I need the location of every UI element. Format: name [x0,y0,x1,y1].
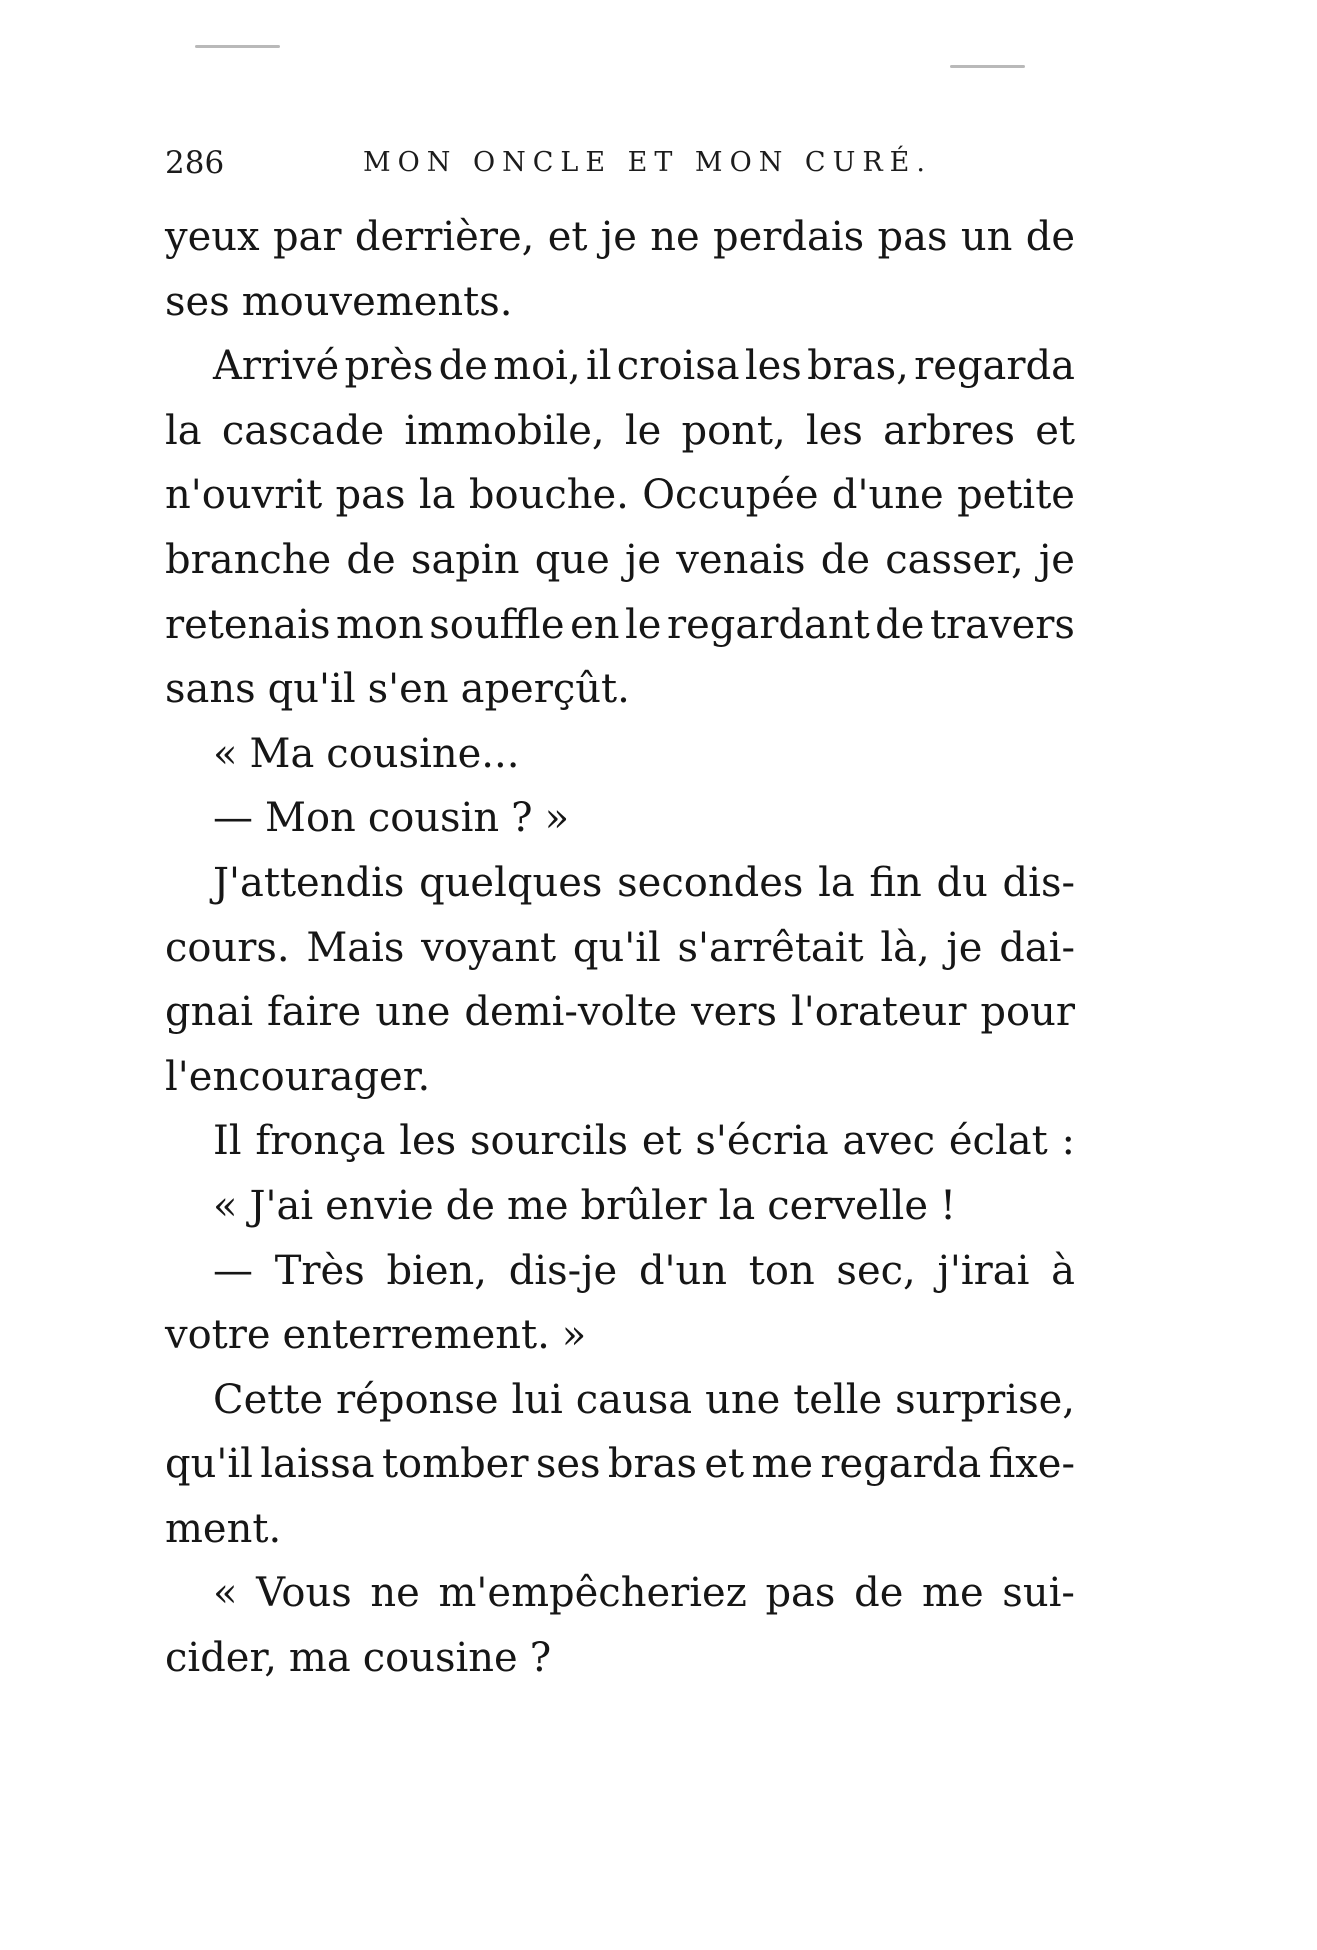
text-line: qu'il laissa tomber ses bras et me regarda fixe- [165,1441,1075,1488]
text-line: « J'ai envie de me brûler la cervelle ! [213,1182,957,1229]
text-line: votre enterrement. » [165,1312,587,1359]
page-header [165,143,1075,183]
scan-smudge [195,45,280,48]
text-line: yeux par derrière, et je ne perdais pas un de [165,214,1075,260]
text-line: cours. Mais voyant qu'il s'arrêtait là, je dai- [165,924,1075,971]
text-line: — Très bien, dis-je d'un ton sec, j'irai à [213,1247,1075,1294]
page-number: 286 [165,145,225,181]
text-line: l'encourager. [165,1053,431,1100]
text-line: « Vous ne m'empêcheriez pas de me sui- [213,1570,1075,1617]
text-line: sans qu'il s'en aperçût. [165,666,630,713]
text-line: Il fronça les sourcils et s'écria avec éclat : [213,1118,1075,1165]
text-line: J'attendis quelques secondes la fin du dis- [213,859,1075,906]
text-line: « Ma cousine... [213,730,520,777]
text-line: la cascade immobile, le pont, les arbres et [165,407,1075,454]
body-text [165,205,1075,1691]
running-title: MON ONCLE ET MON CURÉ. [363,147,932,178]
text-line: Arrivé près de moi, il croisa les bras, regarda [213,343,1075,390]
text-line: retenais mon souffle en le regardant de travers [165,601,1075,648]
text-line: n'ouvrit pas la bouche. Occupée d'une petite [165,472,1075,519]
text-line: — Mon cousin ? » [213,795,570,842]
text-line: branche de sapin que je venais de casser, je [165,536,1075,583]
text-line: ment. [165,1505,282,1552]
text-line: ses mouvements. [165,278,513,325]
text-line: gnai faire une demi-volte vers l'orateur pour [165,989,1075,1036]
text-line: cider, ma cousine ? [165,1635,552,1682]
text-line: Cette réponse lui causa une telle surprise, [213,1376,1075,1423]
scan-smudge [950,65,1025,68]
